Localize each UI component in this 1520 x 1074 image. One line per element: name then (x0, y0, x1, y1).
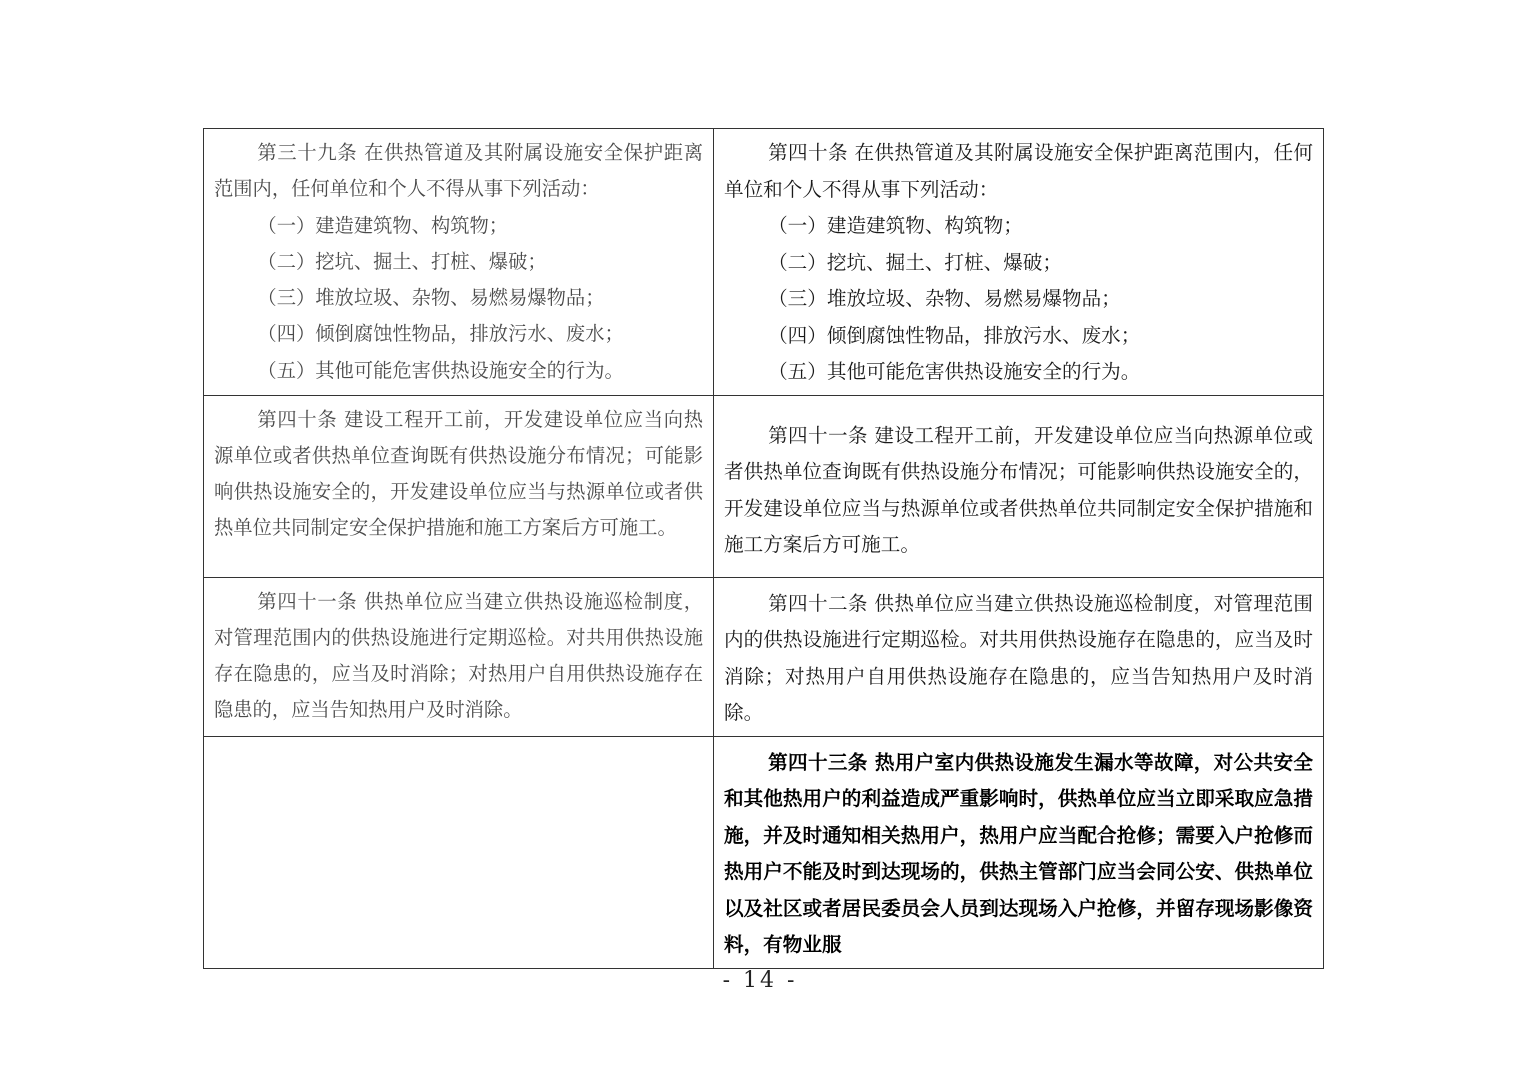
list-item: （二）挖坑、掘土、打桩、爆破； (768, 250, 1062, 274)
right-cell (714, 395, 1324, 577)
old-article-empty (204, 737, 713, 747)
list-item: （一）建造建筑物、构筑物； (768, 214, 1023, 237)
right-cell (714, 577, 1324, 736)
table-row (204, 129, 1324, 396)
old-article-40 (204, 396, 713, 551)
table-row (204, 736, 1324, 968)
left-cell-empty (204, 736, 714, 968)
right-cell (714, 736, 1324, 968)
list-item: （二）挖坑、掘土、打桩、爆破； (257, 249, 547, 273)
list-item: （五）其他可能危害供热设施安全的行为。 (257, 358, 624, 382)
comparison-table (203, 128, 1324, 969)
article-text: 第四十一条 供热单位应当建立供热设施巡检制度，对管理范围内的供热设施进行定期巡检。对共用供热设施存在隐患的，应当及时消除；对热用户自用供热设施存在隐患的，应当告知热用户及时消除。 (214, 589, 703, 722)
left-cell (204, 577, 714, 736)
list-item: （四）倾倒腐蚀性物品，排放污水、废水； (257, 322, 624, 346)
list-item: （三）堆放垃圾、杂物、易燃易爆物品； (768, 287, 1121, 310)
right-cell (714, 129, 1324, 396)
list-item: （五）其他可能危害供热设施安全的行为。 (768, 360, 1141, 383)
list-item: （三）堆放垃圾、杂物、易燃易爆物品； (257, 286, 605, 310)
article-lead: 第三十九条 在供热管道及其附属设施安全保护距离范围内，任何单位和个人不得从事下列活动： (214, 141, 703, 201)
article-text: 第四十条 建设工程开工前，开发建设单位应当向热源单位或者供热单位查询既有供热设施分布情况；可能影响供热设施安全的，开发建设单位应当与热源单位或者供热单位共同制定安全保护措施和施工方案后方可施工。 (214, 407, 703, 540)
list-item: （一）建造建筑物、构筑物； (257, 213, 509, 237)
left-cell (204, 395, 714, 577)
page-number: - 14 - (722, 968, 798, 993)
new-article-41 (714, 396, 1323, 568)
article-text-added: 第四十三条 热用户室内供热设施发生漏水等故障，对公共安全和其他热用户的利益造成严重影响时，供热单位应当立即采取应急措施，并及时通知相关热用户，热用户应当配合抢修；需要入户抢修而热用户不能及时到达现场的，供热主管部门应当会同公安、供热单位以及社区或者居民委员会人员到达现场入户抢修，并留存现场影像资料，有物业服 (724, 750, 1313, 956)
list-item: （四）倾倒腐蚀性物品，排放污水、废水； (768, 323, 1141, 347)
table-row (204, 395, 1324, 577)
article-text: 第四十一条 建设工程开工前，开发建设单位应当向热源单位或者供热单位查询既有供热设施分布情况；可能影响供热设施安全的，开发建设单位应当与热源单位或者供热单位共同制定安全保护措施和施工方案后方可施工。 (724, 423, 1313, 556)
old-article-41 (204, 578, 713, 733)
table-row (204, 577, 1324, 736)
left-cell (204, 129, 714, 396)
article-text: 第四十二条 供热单位应当建立供热设施巡检制度，对管理范围内的供热设施进行定期巡检。对共用供热设施存在隐患的，应当及时消除；对热用户自用供热设施存在隐患的，应当告知热用户及时消除。 (724, 591, 1313, 724)
new-article-43 (714, 737, 1323, 968)
old-article-39 (204, 129, 713, 393)
article-lead: 第四十条 在供热管道及其附属设施安全保护距离范围内，任何单位和个人不得从事下列活动： (724, 141, 1313, 201)
new-article-42 (714, 578, 1323, 736)
new-article-40 (714, 129, 1323, 395)
